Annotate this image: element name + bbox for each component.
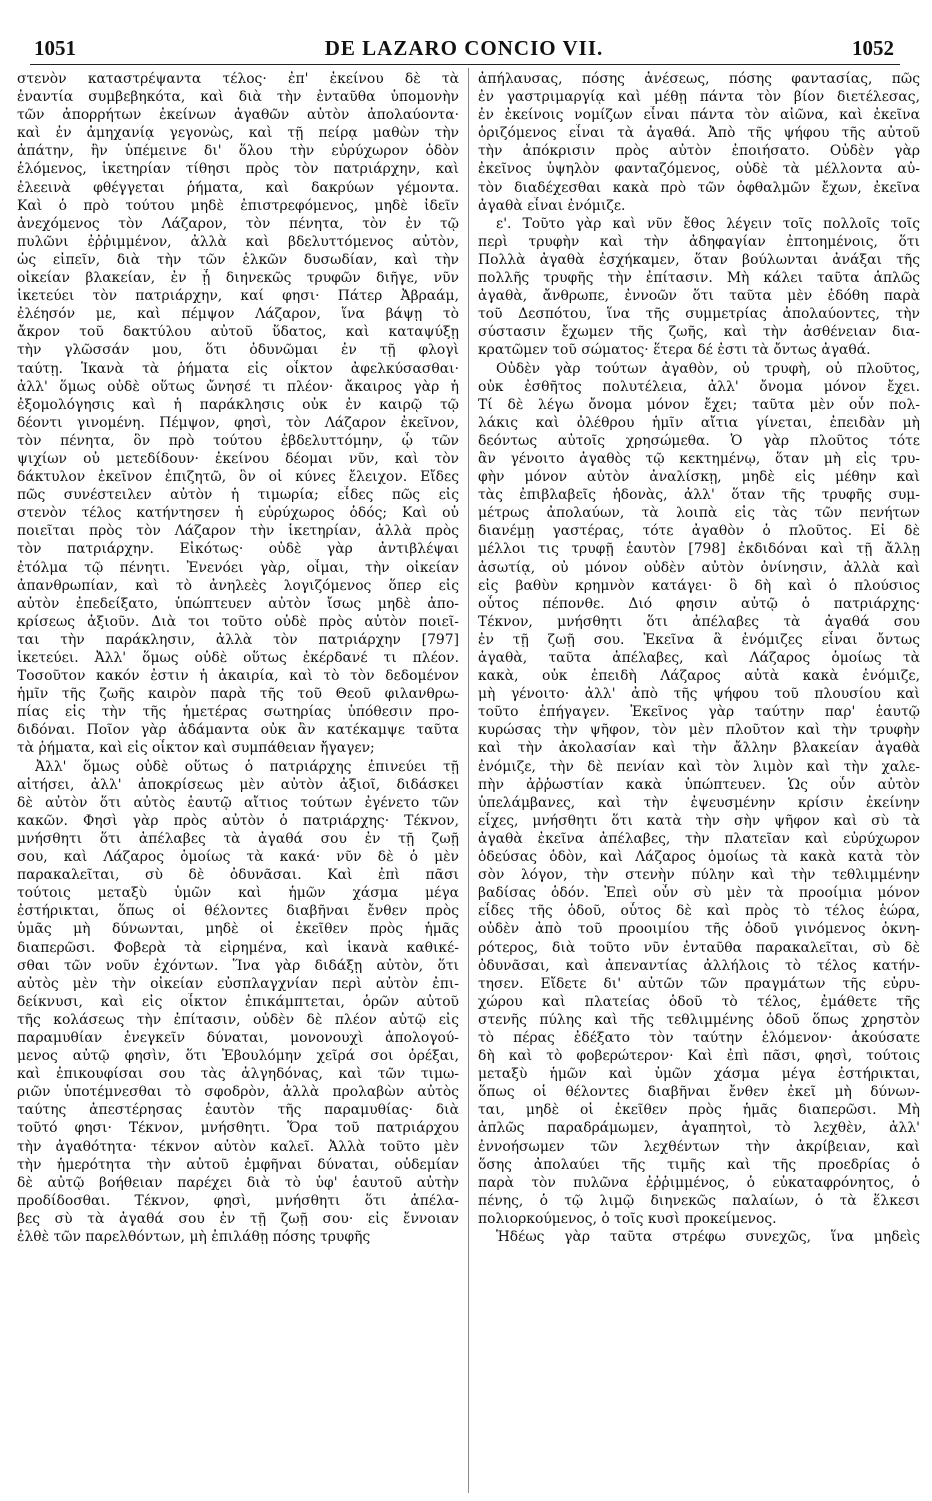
left-column-line: ἀλλ' ὅμως οὐδὲ οὕτως ὤνησέ τι πλέον· ἄκαιρος γὰρ ἡ (17, 378, 459, 395)
right-column-line: ἀγαθὰ ἐκεῖνα ἀπέλαβες, τὴν πλατεῖαν καὶ εὐρύχωρον (478, 830, 920, 847)
left-column-line: ἡμῖν τῆς ζωῆς καιρὸν παρὰ τῆς τοῦ Θεοῦ φιλανθρω- (17, 686, 459, 703)
right-column-line: μεταξὺ ἡμῶν καὶ ὑμῶν χάσμα μέγα ἐστήρικται, (478, 1066, 920, 1083)
left-column-line: παραμυθίαν ἐνεγκεῖν δύναται, μονονουχὶ ἀπολογού- (17, 1029, 459, 1046)
right-column-line: σύστασιν ἔχωμεν τῆς ζωῆς, καὶ τὴν ἀσθένειαν δια- (478, 324, 920, 341)
left-column (17, 70, 459, 1501)
right-column-line: ὅπως οἱ θέλοντες διαβῆναι ἔνθεν ἐκεῖ μὴ δύνων- (478, 1084, 920, 1101)
right-column-line: πολλῆς τρυφῆς τὴν ἐπίτασιν. Μὴ κάλει ταῦτα ἁπλῶς (478, 270, 920, 287)
right-column-line: ἐν γαστριμαργίᾳ καὶ μέθῃ πάντα τὸν βίον διετέλεσας, (478, 89, 920, 106)
left-column-line: ταύτῃ. Ἱκανὰ τὰ ῥήματα εἰς οἶκτον ἀφελκύσασθαι· (17, 360, 459, 377)
right-column-line: Οὐδὲν γὰρ τούτων ἀγαθὸν, οὐ τρυφὴ, οὐ πλοῦτος, (496, 360, 920, 377)
right-column-line: πὴν ἀῤῥωστίαν κακὰ ὑπώπτευεν. Ὡς οὖν αὐτὸν (478, 776, 920, 793)
page-number-right: 1052 (852, 35, 894, 60)
right-column-line: δεόντως αὐτοῖς χρησώμεθα. Ὁ γὰρ πλοῦτος τότε (478, 432, 920, 449)
left-column-line: καὶ ἐπικουφίσαι σου τὰς ἀλγηδόνας, καὶ τῶν τιμω- (17, 1066, 459, 1083)
left-column-line: προδίδοσθαι. Τέκνον, φησὶ, μνήσθητι ὅτι ἀπέλα- (17, 1192, 459, 1209)
page-header (34, 34, 894, 62)
right-column-line: ὁδεύσας ὁδὸν, καὶ Λάζαρος ὁμοίως τὰ κακὰ κατὰ τὸν (478, 849, 920, 866)
right-column-line: ἀγαθὰ εἶναι ἐνόμιζε. (478, 197, 626, 214)
right-column-line: βαδίσας ὁδόν. Ἐπεὶ οὖν σὺ μὲν τὰ προοίμια μόνον (478, 885, 920, 902)
right-column-line: μέτρως ἀπολαύων, τὰ λοιπὰ εἰς τὰς τῶν πενήτων (478, 505, 920, 522)
left-column-line: τὴν ἡμερότητα τὴν αὐτοῦ ἐμφῆναι δύναται, οὐδεμίαν (17, 1156, 459, 1173)
right-column-line: ὀδυνᾶσαι, καὶ ἀπεναντίας ἀλλήλοις τὸ τέλος κατήν- (478, 957, 920, 974)
left-column-line: δὲ αὐτῷ βοήθειαν παρέχει διὰ τὸ ὑφ' ἑαυτοῦ αὐτὴν (17, 1174, 459, 1191)
right-column-line: εἶδες τῆς ὁδοῦ, οὗτος δὲ καὶ πρὸς τὸ τέλος ἑώρα, (478, 903, 920, 920)
left-column-line: ἐλεεινὰ φθέγγεται ῥήματα, καὶ δακρύων γέμοντα. (17, 179, 459, 196)
left-column-line: ἐναντία συμβεβηκότα, καὶ διὰ τὴν ἐνταῦθα ὑπομονὴν (17, 89, 459, 106)
right-column-line: τησεν. Εἴδετε δι' αὐτῶν τῶν πραγμάτων τῆς εὐρυ- (478, 975, 920, 992)
left-column-line: κακῶν. Φησὶ γὰρ πρὸς αὐτὸν ὁ πατριάρχης· Τέκνον, (17, 812, 459, 829)
right-column-line: ται, μηδὲ οἱ ἐκεῖθεν πρὸς ἡμᾶς διαπερῶσι. Μὴ (478, 1102, 920, 1119)
left-column-line: τὸν πένητα, ὃν πρὸ τούτου ἐβδελυττόμην, ᾧ τῶν (17, 432, 459, 449)
right-column-line: καὶ τὴν ἀκολασίαν καὶ τὴν ἄλλην βλακείαν ἀγαθὰ (478, 740, 920, 757)
left-column-line: αἰτήσει, ἀλλ' ἀποκρίσεως μὲν αὐτὸν ἀξιοῖ, διδάσκει (17, 776, 459, 793)
left-column-line: ποιεῖται πρὸς τὸν Λάζαρον τὴν ἱκετηρίαν, ἀλλὰ πρὸς (17, 523, 459, 540)
right-column-line: ἐκεῖνος ὑψηλὸν φανταζόμενος, οὐδὲ τὰ μέλλοντα αὐ- (478, 161, 920, 178)
left-column-line: βες σὺ τὰ ἀγαθά σου ἐν τῇ ζωῇ σου· εἰς ἔννοιαν (17, 1210, 459, 1227)
left-column-line: οἰκείαν βλακείαν, ἐν ᾗ διηνεκῶς τρυφῶν διῆγε, νῦν (17, 270, 459, 287)
left-column-line: δὲ αὐτὸν ὅτι αὐτὸς ἑαυτῷ αἴτιος τούτων ἐγένετο τῶν (17, 794, 459, 811)
right-column-line: στενῆς πύλης καὶ τῆς τεθλιμμένης ὁδοῦ ὅπως χρηστὸν (478, 1011, 920, 1028)
right-column-line: πολιορκούμενος, ὁ τοῖς κυσὶ προκείμενος. (478, 1210, 777, 1227)
right-column-line: τοῦτο ἐπήγαγεν. Ἐκεῖνος γὰρ ταύτην παρ' ἑαυτῷ (478, 704, 920, 721)
left-column-line: Τοσοῦτον κακόν ἐστιν ἡ ἀκαιρία, καὶ τὸ τὸν δεδομένον (17, 668, 459, 685)
left-column-line: δάκτυλον ἐκεῖνον ἐπιζητῶ, ὃν οἱ κύνες ἔλειχον. Εἴδες (17, 469, 459, 486)
right-column-line: ἀγαθὰ, ταῦτα ἀπέλαβες, καὶ Λάζαρος ὁμοίως τὰ (478, 650, 920, 666)
left-column-line: παρακαλεῖται, σὺ δὲ ὀδυνᾶσαι. Καὶ ἐπὶ πᾶσι (17, 867, 459, 884)
right-column-line: τὴν ἀπόκρισιν πρὸς αὐτὸν ἐποιήσατο. Οὐδὲν γὰρ (478, 143, 920, 160)
column-divider (468, 68, 469, 1493)
right-column-line: κακὰ, οὐκ ἐπειδὴ Λάζαρος αὐτὰ κακὰ ἐνόμιζε, (478, 668, 920, 685)
right-column-line: μέλλοι τις τρυφῇ ἑαυτὸν [798] ἐκδιδόναι καὶ τῇ ἄλλῃ (478, 541, 920, 558)
left-column-line: ἱκετεύει. Ἀλλ' ὅμως οὐδὲ οὕτως ἐκέρδανέ τι πλέον. (17, 650, 459, 666)
right-column-line: Τέκνον, μνήσθητι ὅτι ἀπέλαβες τὰ ἀγαθά σου (478, 613, 920, 630)
right-column-line: ρότερος, διὰ τοῦτο νῦν ἐνταῦθα παρακαλεῖται, σὺ δὲ (478, 939, 920, 956)
right-column-line: οὐκ ἐσθῆτος πολυτέλεια, ἀλλ' ὄνομα μόνον ἔχει. (478, 378, 920, 395)
right-column-line: οὐδὲν ἀπὸ τοῦ προοιμίου τῆς ὁδοῦ γινόμενος ὀκνη- (478, 921, 920, 938)
header-rule (30, 64, 900, 65)
right-column-line: κρατῶμεν τοῦ σώματος· ἕτερα δέ ἐστι τὰ ὄντως ἀγαθά. (478, 342, 871, 359)
right-column-line: ἐννοήσωμεν τῶν λεχθέντων τὴν ἀκρίβειαν, καὶ (478, 1138, 920, 1155)
left-column-line: ἀπάτην, ἣν ὑπέμεινε δι' ὅλου τὴν εὐρύχωρον ὁδὸν (17, 143, 459, 160)
left-column-line: ἄκρον τοῦ δακτύλου αὐτοῦ ὕδατος, καὶ καταψύξῃ (17, 324, 459, 341)
left-column-line: ὑμᾶς μὴ δύνωνται, μηδὲ οἱ ἐκεῖθεν πρὸς ἡμᾶς (17, 921, 459, 938)
left-column-line: δείκνυσι, καὶ εἰς οἶκτον ἐπικάμπτεται, ὁρῶν αὐτοῦ (17, 993, 459, 1010)
left-column-line: τὴν ἀγαθότητα· τέκνον αὐτὸν καλεῖ. Ἀλλὰ τοῦτο μὲν (17, 1138, 459, 1155)
left-column-line: ἑλόμενος, ἱκετηρίαν τίθησι πρὸς τὸν πατριάρχην, καὶ (17, 161, 459, 178)
right-column-line: ἐνόμιζε, τὴν δὲ πενίαν καὶ τὸν λιμὸν καὶ τὴν χαλε- (478, 758, 920, 775)
left-column-line: ταύτης ἀπεστέρησας ἑαυτὸν τῆς παραμυθίας· διὰ (17, 1102, 459, 1119)
right-column-line: ἀπήλαυσας, πόσης ἀνέσεως, πόσης φαντασίας, πῶς (478, 71, 920, 87)
left-column-line: κρίσεως ἀξιοῦν. Διὰ τοι τοῦτο οὐδὲ πρὸς αὐτὸν ποιεῖ- (17, 613, 459, 630)
right-column-line: τὸν διαδέχεσθαι κακὰ πρὸ τῶν ὀφθαλμῶν ἔχων, ἐκεῖνα (478, 179, 920, 196)
left-column-line: μνήσθητι ὅτι ἀπέλαβες τὰ ἀγαθά σου ἐν τῇ ζωῇ (17, 830, 459, 847)
right-column-line: φὴν μόνον αὐτὸν ἀναλίσκῃ, μηδὲ εἰς μέθην καὶ (478, 469, 920, 486)
right-column-line: παρὰ τὸν πυλῶνα ἐῤῥιμμένος, ὁ εὐκαταφρόνητος, ὁ (478, 1174, 920, 1191)
left-column-line: Ἀλλ' ὅμως οὐδὲ οὕτως ὁ πατριάρχης ἐπινεύει τῇ (35, 758, 459, 775)
left-column-line: ἀπανθρωπίαν, καὶ τὸ ἀνηλεὲς λογιζόμενος ὅπερ εἰς (17, 577, 459, 594)
left-column-line: τὸν πατριάρχην. Εἰκότως· οὐδὲ γὰρ ἀντιβλέψαι (17, 541, 459, 558)
right-column-line: ἐν ἐκείνοις νομίζων εἶναι πάντα τὸν αἰῶνα, καὶ ἐκεῖνα (478, 107, 920, 124)
right-column-line: ε'. Τοῦτο γὰρ καὶ νῦν ἔθος λέγειν τοῖς πολλοῖς τοῖς (496, 215, 920, 232)
right-column-line: οὗτος πέπονθε. Διό φησιν αὐτῷ ὁ πατριάρχης· (478, 595, 920, 612)
running-title: DE LAZARO CONCIO VII. (324, 35, 604, 60)
left-column-line: ἐλθὲ τῶν παρελθόντων, μὴ ἐπιλάθῃ πόσης τρυφῆς (17, 1229, 371, 1245)
left-column-line: διαπερῶσι. Φοβερὰ τὰ εἰρημένα, καὶ ἱκανὰ καθικέ- (17, 939, 459, 956)
right-column-line: μὴ γένοιτο· ἀλλ' ἀπὸ τῆς ψήφου τοῦ πλουσίου καὶ (478, 686, 920, 703)
right-column-line: τὰς ἐπιβλαβεῖς ἡδονὰς, ἀλλ' ὅταν τῆς τρυφῆς συμ- (478, 487, 920, 504)
right-column-line: ἀσωτίᾳ, οὐ μόνον οὐδὲν αὐτὸν ὀνίνησιν, ἀλλὰ καὶ (478, 559, 920, 576)
left-column-line: αὐτὸς μὲν τὴν οἰκείαν εὐσπλαγχνίαν περὶ αὐτὸν ἐπι- (17, 975, 459, 992)
left-column-line: μενος αὐτῷ φησὶν, ὅτι Ἐβουλόμην χεῖρά σοι ὀρέξαι, (17, 1048, 459, 1065)
left-column-line: στενὸν καταστρέψαντα τέλος· ἐπ' ἐκείνου δὲ τὰ (17, 71, 459, 87)
right-column-line: σὸν λόγον, τὴν στενὴν πύλην καὶ τὴν τεθλιμμένην (478, 867, 920, 884)
left-column-line: στενὸν τέλος κατήντησεν ἡ εὐρύχωρος ὁδός; Καὶ οὐ (17, 505, 459, 522)
left-column-line: ται τὴν παράκλησιν, ἀλλὰ τὸν πατριάρχην [797] (17, 631, 459, 648)
left-column-line: πίας εἰς τὴν τῆς ἡμετέρας σωτηρίας ὑπόθεσιν προ- (17, 704, 459, 721)
left-column-line: ἐστήρικται, ὅπως οἱ θέλοντες διαβῆναι ἔνθεν πρὸς (17, 903, 459, 920)
left-column-line: αὐτὸν ἐπεδείξατο, ὑπώπτευεν αὐτὸν ἴσως μηδὲ ἀπο- (17, 595, 459, 612)
right-column-line: εἰς βαθὺν κρημνὸν κατάγει· ὃ δὴ καὶ ὁ πλούσιος (478, 577, 920, 594)
left-column-line: τὰ ῥήματα, καὶ εἰς οἶκτον καὶ συμπάθειαν ἤγαγεν; (17, 740, 375, 757)
left-column-line: ἱκετεύει τὸν πατριάρχην, καί φησι· Πάτερ Ἀβραάμ, (17, 288, 459, 305)
left-column-line: δέοντι γινομένη. Πέμψον, φησὶ, τὸν Λάζαρον ἐκεῖνον, (17, 414, 459, 431)
right-column-line: τοῦ Δεσπότου, ἵνα τῆς συμμετρίας ἀπολαύοντες, τὴν (478, 306, 920, 323)
right-column-line: ἁπλῶς παραδράμωμεν, ἀγαπητοὶ, τὸ λεχθὲν, ἀλλ' (478, 1120, 920, 1137)
right-column-line: ὑπελάμβανες, καὶ τὴν ἐψευσμένην κρίσιν ἐκείνην (478, 794, 920, 811)
right-column-line: κυρώσας τὴν ψῆφον, τὸν μὲν πλοῦτον καὶ τὴν τρυφὴν (478, 722, 920, 739)
left-column-line: ἐλέησόν με, καὶ πέμψον Λάζαρον, ἵνα βάψῃ τὸ (17, 306, 459, 323)
left-column-line: ἐτόλμα τῷ πένητι. Ἐνενόει γὰρ, οἶμαι, τὴν οἰκείαν (17, 559, 459, 576)
left-column-line: τοῦτό φησι· Τέκνον, μνήσθητι. Ὅρα τοῦ πατριάρχου (17, 1120, 459, 1137)
left-column-line: ριῶν ὑποτέμνεσθαι τὸ σφοδρὸν, ἀλλὰ προλαβὼν αὐτὸς (17, 1084, 459, 1101)
right-column-line: Τί δὲ λέγω ὄνομα μόνον ἔχει; ταῦτα μὲν οὖν πολ- (478, 396, 920, 413)
left-column-line: πῶς συνέστειλεν αὐτὸν ἡ τιμωρία; εἶδες πῶς εἰς (17, 487, 459, 504)
page-number-left: 1051 (34, 35, 76, 60)
left-column-line: σου, καὶ Λάζαρος ὁμοίως τὰ κακά· νῦν δὲ ὁ μὲν (17, 849, 459, 866)
left-column-line: ὡς εἰπεῖν, διὰ τὴν τῶν ἑλκῶν δυσωδίαν, καὶ τὴν (17, 251, 459, 268)
right-column-line: ὁριζόμενος εἶναι τὰ ἀγαθά. Ἀπὸ τῆς ψήφου τῆς αὐτοῦ (478, 125, 920, 142)
right-column-line: διανέμῃ γαστέρας, τότε ἀγαθὸν ὁ πλοῦτος. Εἰ δὲ (478, 523, 920, 540)
right-column-line: πένης, ὁ τῷ λιμῷ διηνεκῶς παλαίων, ὁ τὰ ἕλκεσι (478, 1192, 920, 1209)
left-column-line: τούτοις μεταξὺ ὑμῶν καὶ ἡμῶν χάσμα μέγα (17, 885, 459, 902)
left-column-line: ψιχίων οὐ μετεδίδουν· ἐκείνου δέομαι νῦν, καὶ τὸν (17, 450, 459, 467)
left-column-line: πυλῶνι ἐῤῥιμμένον, ἀλλὰ καὶ βδελυττόμενος αὐτὸν, (17, 233, 459, 250)
right-column (478, 70, 920, 1501)
left-column-line: τῶν ἀπορρήτων ἐκείνων ἀγαθῶν αὐτὸν ἀπολαύοντα· (17, 107, 459, 124)
left-column-line: τῆς κολάσεως τὴν ἐπίτασιν, οὐδὲν δὲ πλέον αὐτῷ εἰς (17, 1011, 459, 1028)
left-column-line: ἀνεχόμενος τὸν Λάζαρον, τὸν πένητα, τὸν ἐν τῷ (17, 215, 459, 232)
left-column-line: διδόναι. Ποῖον γὰρ ἀδάμαντα οὐκ ἂν κατέκαμψε ταῦτα (17, 722, 459, 739)
left-column-line: Καὶ ὁ πρὸ τούτου μηδὲ ἐπιστρεφόμενος, μηδὲ ἰδεῖν (17, 197, 459, 214)
left-column-line: σθαι τῶν νοῦν ἐχόντων. Ἵνα γὰρ διδάξῃ αὐτὸν, ὅτι (17, 957, 459, 974)
left-column-line: ἐξομολόγησις καὶ ἡ παράκλησις οὐκ ἐν καιρῷ τῷ (17, 396, 459, 413)
right-column-line: λάκις καὶ ὀλέθρου ἡμῖν αἴτια γίνεται, ἐπειδὰν μὴ (478, 414, 920, 431)
right-column-line: περὶ τρυφὴν καὶ τὴν ἀδηφαγίαν ἐπτοημένοις, ὅτι (478, 233, 920, 250)
right-column-line: τὸ πέρας ἐδέξατο τὸν ταύτην ἑλόμενον· ἀκούσατε (478, 1029, 920, 1046)
left-column-line: τὴν γλῶσσάν μου, ὅτι ὀδυνῶμαι ἐν τῇ φλογὶ (17, 342, 459, 359)
right-column-line: Πολλὰ ἀγαθὰ ἐσχήκαμεν, ὅταν βούλωνται ἀνάξαι τῆς (478, 251, 920, 268)
right-column-line: εἶχες, μνήσθητι ὅτι κατὰ τὴν σὴν ψῆφον καὶ σὺ τὰ (478, 812, 920, 829)
right-column-line: ὅσης ἀπολαύει τῆς τιμῆς καὶ τῆς προεδρίας ὁ (478, 1156, 920, 1173)
right-column-line: χώρου καὶ πλατείας ὁδοῦ τὸ τέλος, ἐμάθετε τῆς (478, 993, 920, 1010)
right-column-line: δὴ καὶ τὸ φοβερώτερον· Καὶ ἐπὶ πᾶσι, φησὶ, τούτοις (478, 1048, 920, 1065)
right-column-line: ἀγαθὰ, ἄνθρωπε, ἐννοῶν ὅτι ταῦτα μὲν ἐδόθη παρὰ (478, 288, 920, 305)
right-column-line: Ἡδέως γὰρ ταῦτα στρέφω συνεχῶς, ἵνα μηδεὶς (496, 1229, 920, 1245)
right-column-line: ἐν τῇ ζωῇ σου. Ἐκεῖνα ἃ ἐνόμιζες εἶναι ὄντως (478, 631, 920, 648)
left-column-line: καὶ ἐν ἀμηχανίᾳ γεγονὼς, καὶ τῇ πείρᾳ μαθὼν τὴν (17, 125, 459, 142)
right-column-line: ἂν γένοιτο ἀγαθὸς τῷ κεκτημένῳ, ὅταν μὴ εἰς τρυ- (478, 450, 920, 467)
